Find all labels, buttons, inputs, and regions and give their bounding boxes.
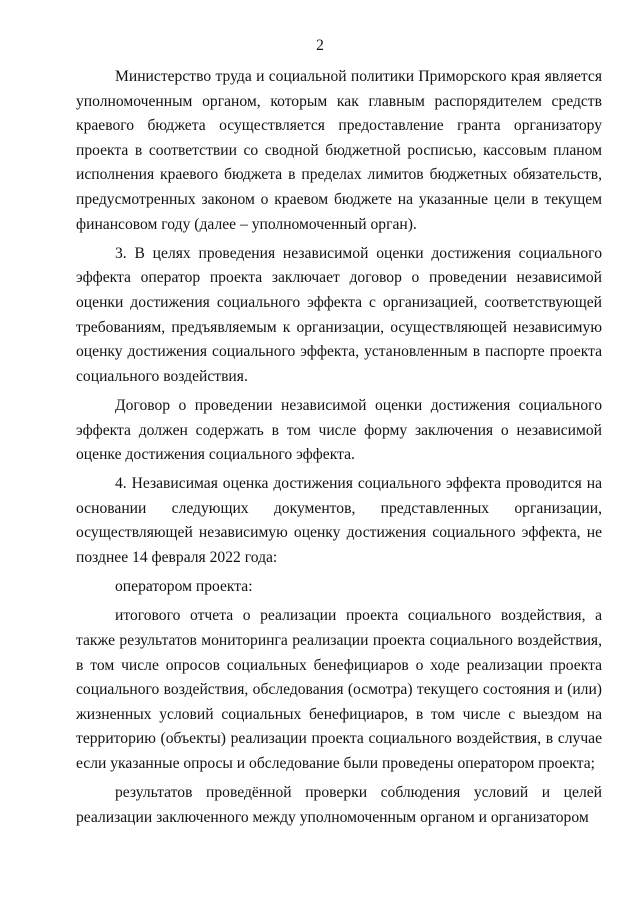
paragraph-final-report: итогового отчета о реализации проекта социального воздействия, а также результатов мониторинга реализации проекта социального воздействия, в том числе опросов социальных бенефициаров о ходе реализации проекта социального воздействия, обследования (осмотра) текущего состояния и (или) жизненных условий социальных бенефициаров, в том числе с выездом на территорию (объекты) реализации проекта социального воздействия, в случае если указанные опросы и обследование были проведены оператором проекта; <box>76 607 602 772</box>
paragraph-inspection-results: результатов проведённой проверки соблюдения условий и целей реализации заключенного между уполномоченным органом и организатором <box>76 784 602 826</box>
paragraph-contract-content: Договор о проведении независимой оценки достижения социального эффекта должен содержать в том числе форму заключения о независимой оценке достижения социального эффекта. <box>76 396 602 464</box>
paragraph-section-3: 3. В целях проведения независимой оценки достижения социального эффекта оператор проекта заключает договор о проведении независимой оценки достижения социального эффекта с организацией, соответствующей требованиям, предъявляемым к организации, осуществляющей независимую оценку достижения социального эффекта, установленным в паспорте проекта социального воздействия. <box>76 244 602 385</box>
paragraph-project-operator: оператором проекта: <box>115 578 253 596</box>
page-number: 2 <box>316 37 324 54</box>
paragraph-ministry-authority: Министерство труда и социальной политики Приморского края является уполномоченным органом, которым как главным распорядителем средств краевого бюджета осуществляется предоставление гранта организатору проекта в соответствии со сводной бюджетной росписью, кассовым планом исполнения краевого бюджета в пределах лимитов бюджетных обязательств, предусмотренных законом о краевом бюджете на указанные цели в текущем финансовом году (далее – уполномоченный орган). <box>76 68 602 233</box>
document-body <box>76 65 602 835</box>
paragraph-section-4: 4. Независимая оценка достижения социального эффекта проводится на основании следующих документов, представленных организации, осуществляющей независимую оценку достижения социального эффекта, не позднее 14 февраля 2022 года: <box>76 475 602 567</box>
